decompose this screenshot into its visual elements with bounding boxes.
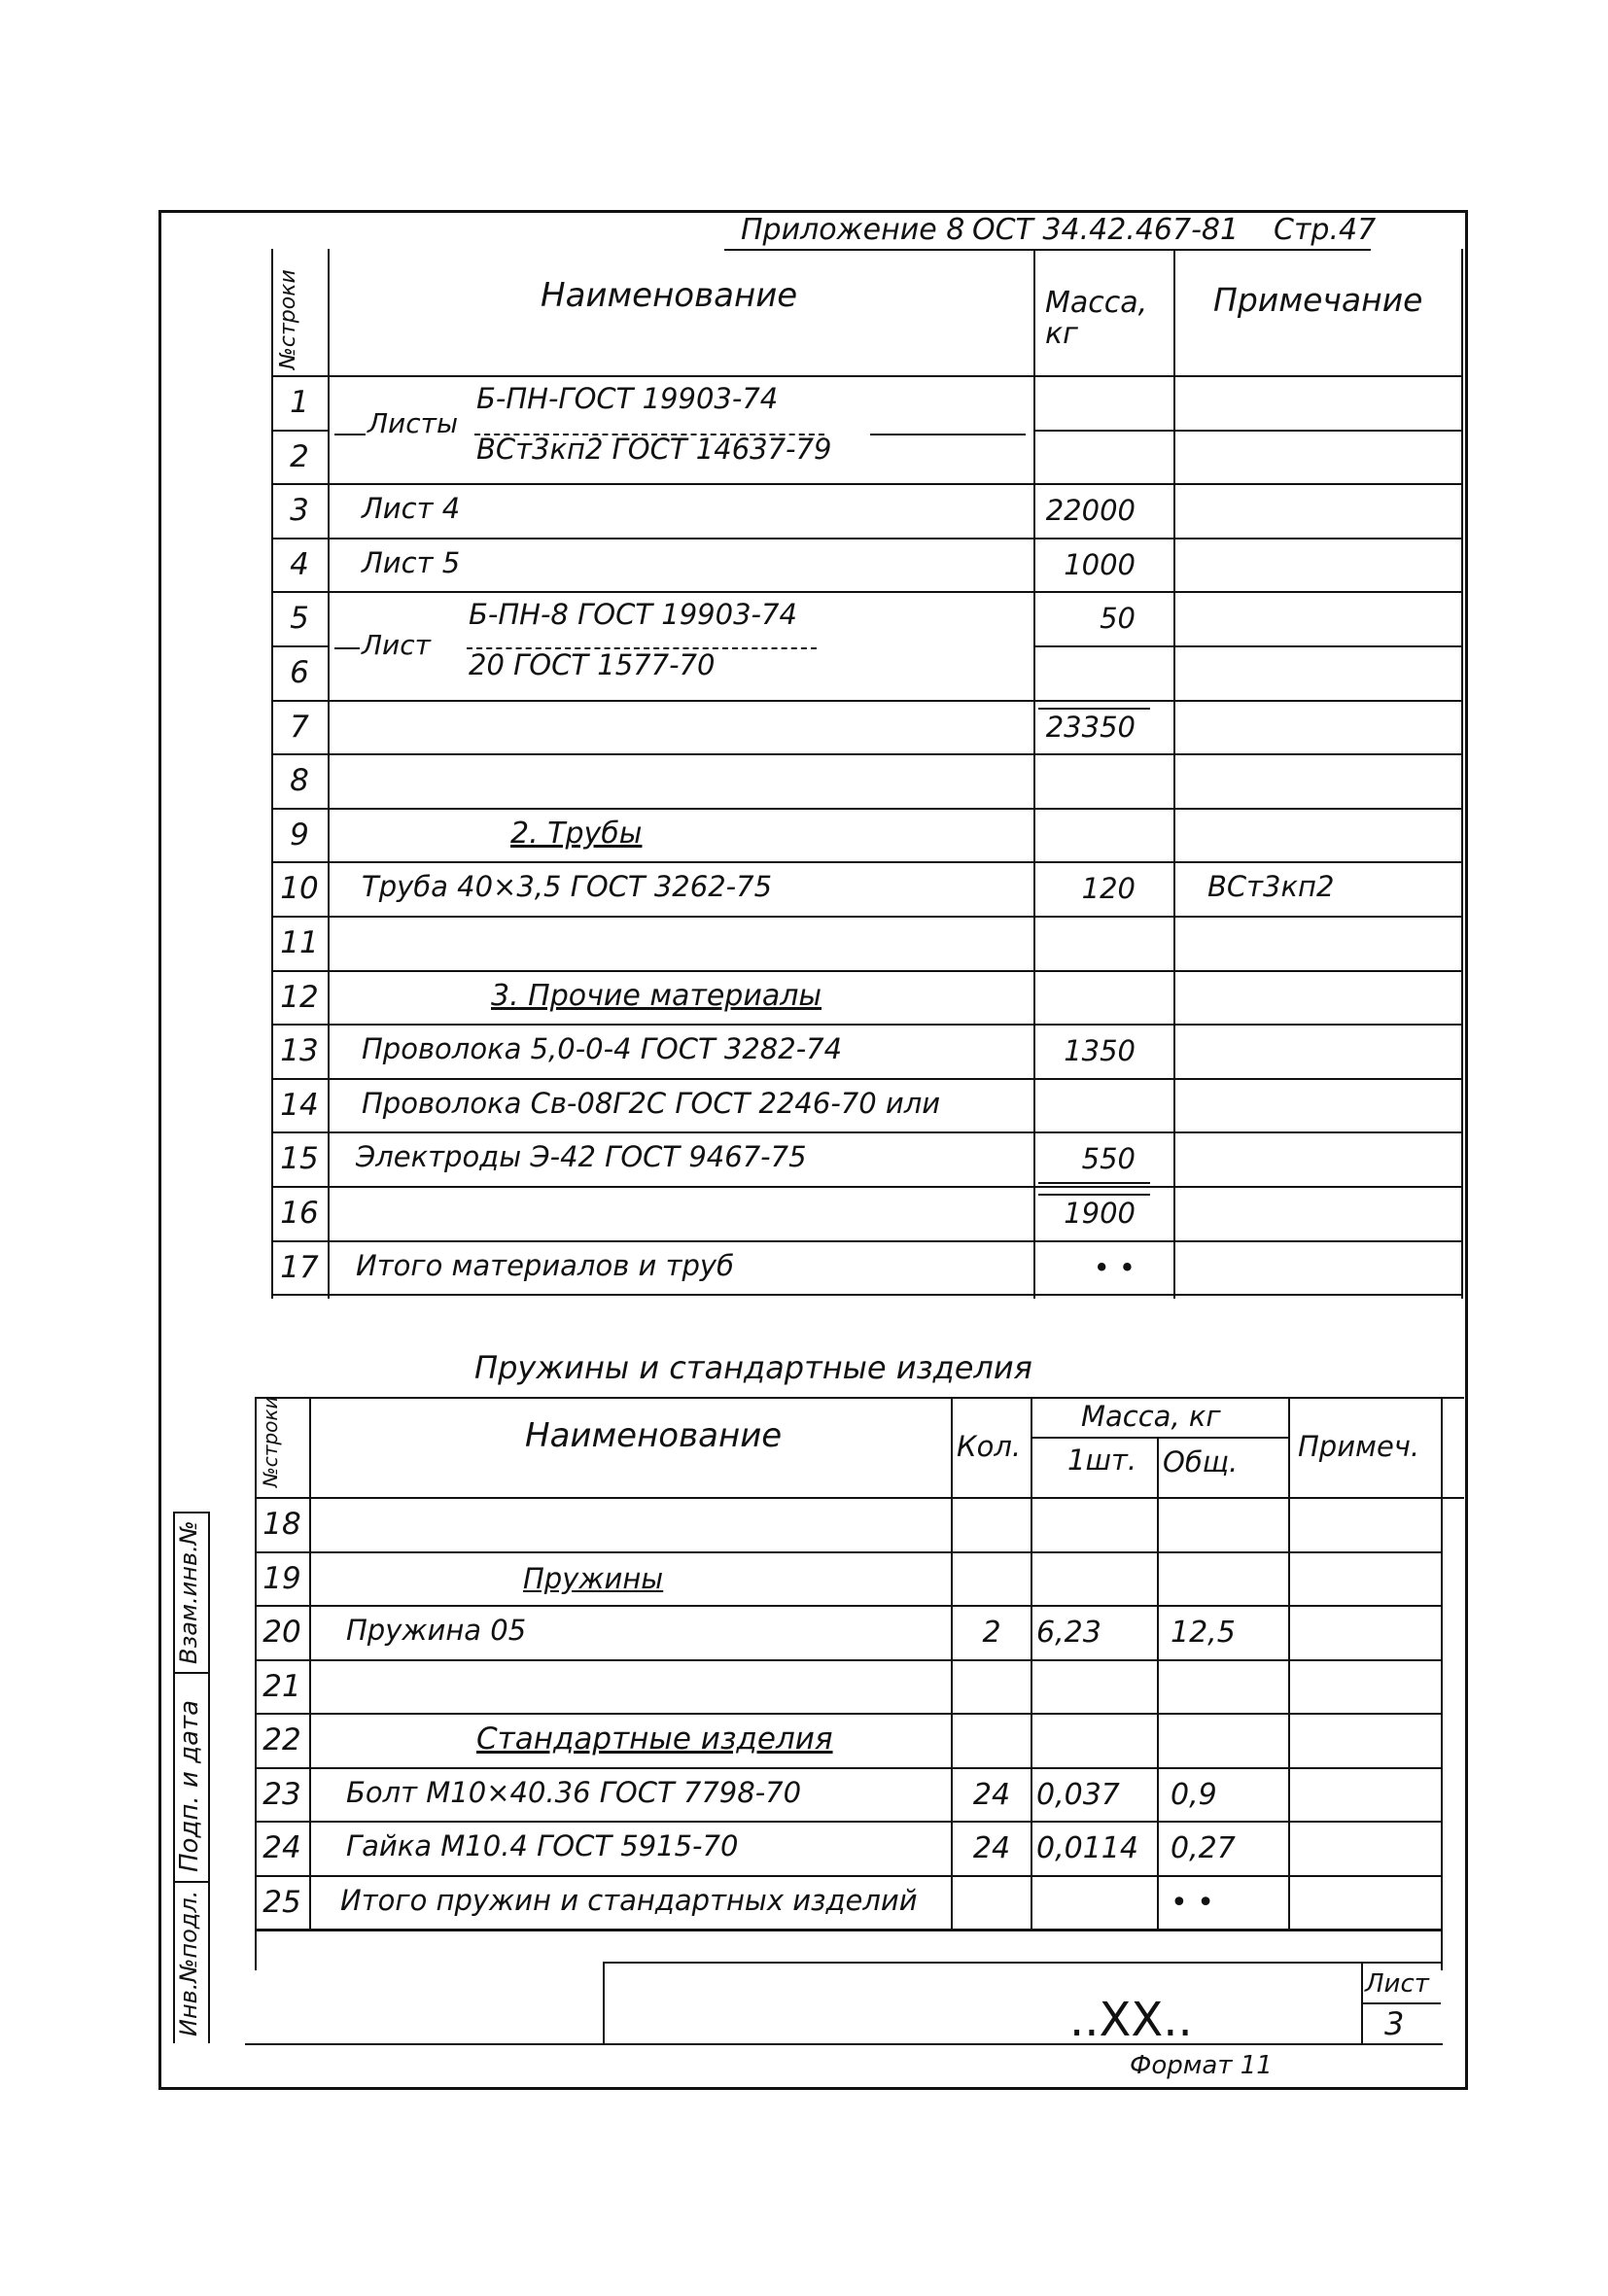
- t1-row-line: [271, 1024, 1462, 1026]
- t2-row-line: [255, 1551, 1441, 1553]
- t1-row-line: [271, 483, 1462, 485]
- t1-row-line: [271, 538, 1462, 539]
- t1-row-line: [271, 591, 1462, 593]
- t1-row-mass: 50: [1100, 602, 1136, 636]
- t2-col-line: [309, 1397, 311, 1931]
- t1-row-name: Итого материалов и труб: [356, 1248, 734, 1282]
- t2-col-line: [1031, 1397, 1032, 1931]
- t1-sum-underline: [1038, 1182, 1150, 1184]
- t2-row-number: 24: [262, 1830, 301, 1865]
- t2-row-name: Пружины: [523, 1561, 664, 1595]
- t1-col-line: [328, 249, 330, 1299]
- t2-row-line: [255, 1767, 1441, 1769]
- t2-row-number: 19: [262, 1560, 301, 1596]
- t2-row-qty: 24: [972, 1777, 1011, 1812]
- sheet-label: Лист: [1365, 1969, 1429, 1999]
- t1-row-number: 4: [290, 546, 309, 582]
- t1-row-line: [271, 1078, 1462, 1080]
- t2-row-name: Итого пружин и стандартных изделий: [340, 1883, 918, 1917]
- title-block-line: [603, 1962, 1441, 1964]
- t1-row-line: [271, 1131, 1462, 1133]
- stamp-replace-label: Взам.инв.№: [175, 1520, 202, 1664]
- t1-sum-overline: [1038, 708, 1150, 710]
- t1-row-mass: 22000: [1045, 494, 1136, 528]
- t1-row-number: 7: [290, 709, 309, 745]
- t1-row-line: [1033, 430, 1462, 432]
- t1-row-line: [271, 861, 1462, 863]
- t2-row-number: 23: [262, 1776, 301, 1812]
- t2-row-line: [255, 1821, 1441, 1823]
- stamp-line: [173, 1881, 210, 1883]
- t1-row-number: 14: [280, 1087, 319, 1123]
- t1-row-number: 17: [280, 1249, 319, 1285]
- t2-row-line: [255, 1875, 1441, 1877]
- t1-col-note: Примечание: [1213, 281, 1423, 319]
- t1-row-name: 20 ГОСТ 1577-70: [469, 648, 716, 681]
- t1-row-name: Лист 5: [362, 545, 461, 579]
- t1-col-rownum: №строки: [276, 269, 300, 369]
- t1-right-border: [1461, 249, 1463, 1299]
- t1-row-name: 3. Прочие материалы: [491, 978, 822, 1013]
- t1-group-dash: [467, 647, 817, 649]
- t1-row-name: Лист 4: [362, 492, 461, 526]
- t2-row-name: Стандартные изделия: [476, 1722, 833, 1757]
- t1-row-number: 6: [290, 655, 309, 690]
- title-block-line: [245, 2043, 1443, 2045]
- t1-row-name: ВСт3кп2 ГОСТ 14637-79: [476, 432, 832, 466]
- t2-row-mass-one: 6,23: [1036, 1616, 1101, 1650]
- t1-row-mass: 23350: [1045, 710, 1136, 744]
- t1-row-line: [1033, 645, 1462, 647]
- t1-group-label: Лист: [362, 629, 431, 661]
- format-label: Формат 11: [1130, 2051, 1273, 2080]
- t2-row-number: 21: [262, 1668, 301, 1704]
- t1-row-number: 3: [290, 493, 309, 529]
- t2-mass-subline: [1031, 1437, 1289, 1439]
- t2-row-name: Пружина 05: [346, 1614, 527, 1647]
- t1-row-mass: 1000: [1064, 547, 1136, 581]
- t2-col-mass: Масса, кг: [1081, 1400, 1221, 1433]
- t2-row-mass-total: 12,5: [1171, 1616, 1236, 1650]
- stamp-sign-label: Подп. и дата: [175, 1699, 204, 1872]
- t1-row-name: Проволока 5,0-0-4 ГОСТ 3282-74: [362, 1032, 843, 1066]
- t1-row-name: Электроды Э-42 ГОСТ 9467-75: [356, 1140, 807, 1174]
- t1-row-line: [271, 700, 1462, 702]
- t1-row-line: [271, 753, 1462, 755]
- t2-row-qty: 24: [972, 1831, 1011, 1865]
- t2-row-number: 20: [262, 1615, 301, 1650]
- t1-col-line: [1173, 249, 1175, 1299]
- t2-header-line: [255, 1497, 1464, 1499]
- title-block-line: [255, 1930, 1443, 1931]
- t1-row-mass: • •: [1093, 1250, 1136, 1284]
- t2-row-mass-total: • •: [1171, 1885, 1214, 1920]
- t1-row-name: Б-ПН-8 ГОСТ 19903-74: [469, 598, 797, 632]
- t1-row-number: 2: [290, 438, 309, 474]
- t1-row-number: 10: [280, 871, 319, 907]
- t2-row-line: [255, 1659, 1441, 1661]
- t2-col-name: Наименование: [525, 1416, 783, 1455]
- t1-row-line: [271, 645, 330, 647]
- t1-row-number: 5: [290, 601, 309, 637]
- header-standard: ОСТ 34.42.467-81: [972, 213, 1240, 247]
- stamp-line: [173, 1512, 210, 1513]
- t1-row-line: [271, 1240, 1462, 1242]
- t1-group-label: Листы: [367, 406, 459, 439]
- t1-group-lead: [334, 647, 360, 649]
- header-appendix: Приложение 8: [741, 213, 965, 247]
- t1-row-line: [271, 430, 330, 432]
- t1-col-line: [1033, 249, 1035, 1299]
- t1-row-number: 1: [290, 385, 309, 420]
- t2-col-note: Примеч.: [1298, 1430, 1420, 1463]
- t1-row-line: [271, 970, 1462, 972]
- t1-group-lead: [334, 434, 366, 435]
- t1-row-number: 9: [290, 817, 309, 852]
- t1-row-number: 13: [280, 1033, 319, 1069]
- t2-row-mass-one: 0,0114: [1036, 1831, 1138, 1865]
- sheet-number: 3: [1384, 2005, 1405, 2042]
- header-underline: [724, 249, 1371, 251]
- t1-sum-overline: [1038, 1194, 1150, 1196]
- t2-col-mass-one: 1шт.: [1067, 1444, 1137, 1477]
- t1-col-name: Наименование: [541, 276, 798, 315]
- t1-row-mass: 550: [1081, 1142, 1136, 1176]
- t2-row-number: 18: [262, 1507, 301, 1542]
- stamp-inv-label: Инв.№подл.: [175, 1890, 202, 2036]
- t2-top-border: [255, 1397, 1464, 1399]
- t2-row-mass-total: 0,9: [1171, 1777, 1217, 1812]
- t1-row-number: 16: [280, 1196, 319, 1231]
- t1-row-number: 11: [280, 925, 319, 960]
- t1-row-mass: 120: [1081, 872, 1136, 906]
- t1-row-number: 15: [280, 1141, 319, 1177]
- t1-row-number: 12: [280, 979, 319, 1015]
- t2-row-line: [255, 1605, 1441, 1607]
- header-page: Стр.47: [1274, 213, 1377, 247]
- title-block-line: [603, 1962, 605, 2043]
- t2-row-line: [255, 1713, 1441, 1715]
- section2-title: Пружины и стандартные изделия: [474, 1349, 1032, 1386]
- t2-row-qty: 2: [982, 1616, 1001, 1650]
- t2-row-number: 22: [262, 1722, 301, 1757]
- t1-row-line: [271, 1186, 1462, 1188]
- t2-row-mass-total: 0,27: [1171, 1831, 1236, 1865]
- t1-row-mass: 1350: [1064, 1034, 1136, 1068]
- t1-row-note: ВСт3кп2: [1207, 870, 1335, 904]
- t1-row-name: Проволока Св-08Г2С ГОСТ 2246-70 или: [362, 1086, 941, 1120]
- t1-header-line: [271, 375, 1462, 377]
- t2-col-rownum: №строки: [259, 1396, 282, 1487]
- t1-row-name: 2. Трубы: [510, 816, 643, 851]
- title-block-line: [1361, 2002, 1441, 2004]
- t1-row-line: [271, 808, 1462, 810]
- t2-row-name: Гайка М10.4 ГОСТ 5915-70: [346, 1829, 739, 1862]
- t1-group-dash: [474, 434, 824, 435]
- t1-row-name: Труба 40×3,5 ГОСТ 3262-75: [362, 870, 773, 904]
- t2-col-line: [1288, 1397, 1290, 1931]
- t1-row-mass: 1900: [1064, 1197, 1136, 1230]
- t2-row-number: 25: [262, 1884, 301, 1920]
- t1-row-number: 8: [290, 763, 309, 799]
- stamp-line: [173, 1672, 210, 1674]
- stamp-line: [208, 1512, 210, 2043]
- t1-row-line: [271, 916, 1462, 918]
- t1-row-name: Б-ПН-ГОСТ 19903-74: [476, 382, 779, 415]
- t2-col-line: [1157, 1437, 1159, 1931]
- t2-row-mass-one: 0,037: [1036, 1777, 1120, 1812]
- t1-row-line: [271, 1294, 1462, 1296]
- t1-group-tail: [870, 434, 1026, 435]
- t2-row-name: Болт М10×40.36 ГОСТ 7798-70: [346, 1775, 802, 1809]
- t2-right-border: [1441, 1397, 1443, 1970]
- document-code: ..XX..: [1069, 1993, 1193, 2047]
- t2-col-mass-total: Общ.: [1163, 1445, 1239, 1478]
- t1-col-mass: Масса, кг: [1045, 286, 1148, 351]
- t2-col-qty: Кол.: [957, 1430, 1022, 1463]
